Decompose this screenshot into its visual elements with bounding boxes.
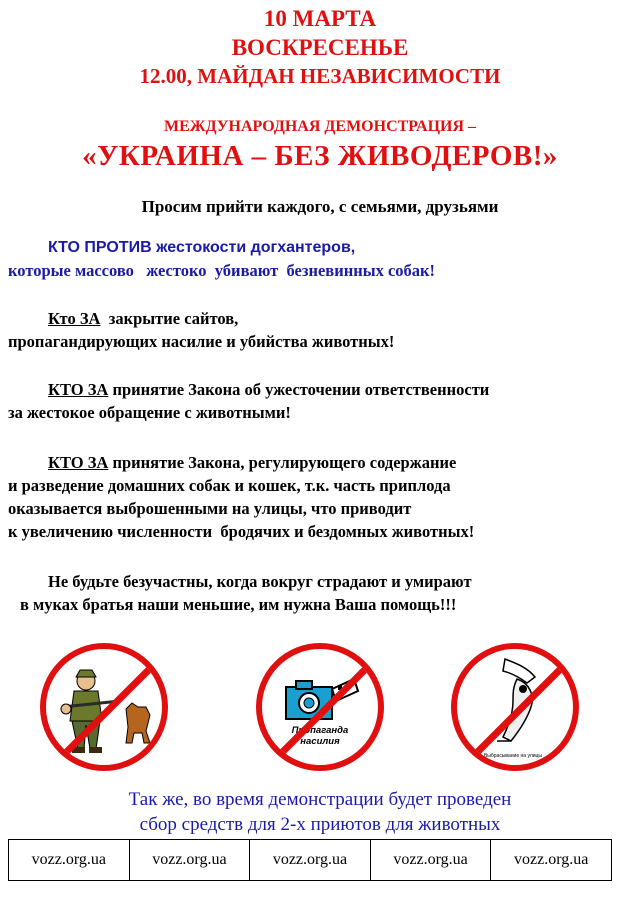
street-caption: Выбрасывание на улицы [483,753,543,759]
website-link[interactable]: vozz.org.ua [250,840,371,881]
no-violence-propaganda-sign [256,643,384,771]
block4-line1: принятие Закона, регулирующего содержание [108,453,457,472]
fundraising-line2: сбор средств для 2-х приютов для животных [139,814,501,835]
no-doghunter-sign [40,643,168,771]
event-type: МЕЖДУНАРОДНАЯ ДЕМОНСТРАЦИЯ – [163,118,477,135]
block3-line1: принятие Закона об ужесточении ответственности [108,380,490,399]
camera-film-icon [262,649,378,765]
block4-lead: КТО ЗА [48,453,109,472]
block4-line2: и разведение домашних собак и кошек, т.к. часть приплода [8,476,451,495]
hunter-dog-icon [46,649,162,765]
block4-line3: оказывается выброшенными на улицы, что приводит [8,499,412,518]
invitation-text: Просим прийти каждого, с семьями, друзьями [141,197,499,216]
event-slogan: «УКРАИНА – БЕЗ ЖИВОДЕРОВ!» [82,140,558,172]
appeal-line1: Не будьте безучастны, когда вокруг страдают и умирают [48,572,472,591]
block4-line4: к увеличению численности бродячих и бездомных животных! [8,522,475,541]
block1-line1: жестокости догхантеров, [151,239,356,256]
block1-lead: КТО ПРОТИВ [48,239,152,256]
appeal-line2: в муках братья наши меньшие, им нужна Ваша помощь!!! [20,595,457,614]
website-link[interactable]: vozz.org.ua [9,840,130,881]
website-tear-off-strip [8,839,612,881]
block-close-sites [8,307,632,353]
hand-holding-puppy-icon [457,649,573,765]
block-pet-regulation-law [8,451,632,543]
event-time-place: 12.00, МАЙДАН НЕЗАВИСИМОСТИ [139,64,501,88]
event-weekday: ВОСКРЕСЕНЬЕ [231,35,409,60]
block2-line1: закрытие сайтов, [100,309,239,328]
no-animal-abandonment-sign [451,643,579,771]
block-against-doghunters [8,235,632,282]
block2-lead: Кто ЗА [48,309,101,328]
block2-line2: пропагандирующих насилие и убийства животных! [8,332,395,351]
block1-line2: которые массово жестоко убивают безневинных собак! [8,261,436,280]
propaganda-label: Пропаганда насилия [291,725,349,747]
block-cruelty-law [8,378,632,424]
website-link[interactable]: vozz.org.ua [370,840,491,881]
block3-line2: за жестокое обращение с животными! [8,403,291,422]
event-date: 10 МАРТА [263,6,377,31]
block3-lead: КТО ЗА [48,380,109,399]
website-link[interactable]: vozz.org.ua [491,840,612,881]
fundraising-line1: Так же, во время демонстрации будет проведен [128,789,512,810]
appeal-text [8,570,632,616]
website-link[interactable]: vozz.org.ua [129,840,250,881]
